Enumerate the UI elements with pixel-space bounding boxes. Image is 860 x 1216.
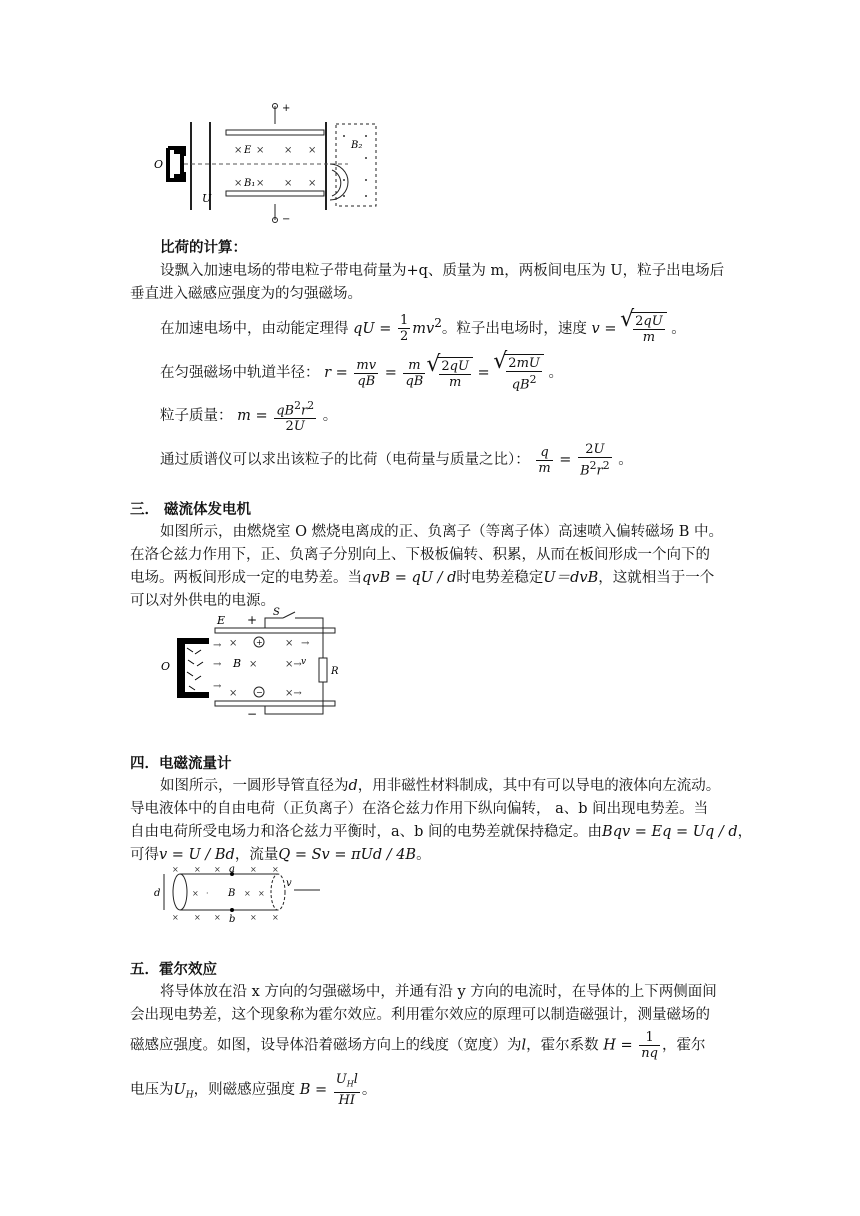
- svg-text:×: ×: [284, 145, 293, 156]
- svg-text:B₂: B₂: [351, 140, 363, 151]
- svg-text:×: ×: [229, 638, 238, 649]
- paragraph: 如图所示，由燃烧室 O 燃烧电离成的正、负离子（等离子体）高速喷入偏转磁场 B 中。: [160, 524, 723, 540]
- paragraph: 自由电荷所受电场力和洛仑兹力平衡时，a、b 间的电势差就保持稳定。由Bqv = Eq = Uq / d，: [130, 824, 753, 840]
- svg-text:·: ·: [206, 889, 209, 898]
- svg-text:×: ×: [214, 865, 221, 874]
- formula-line-energy: 在加速电场中，由动能定理得 qU = $\frac{1}{2}$ $mv^2$。粒子出电场时，速度 v = √ $\frac{2qU}{m}$ 。: [160, 312, 686, 345]
- svg-text:E: E: [217, 614, 226, 627]
- svg-text:×: ×: [250, 865, 257, 874]
- paragraph: 设飘入加速电场的带电粒子带电荷量为+q、质量为 m，两板间电压为 U，粒子出电场后: [160, 263, 725, 279]
- paragraph: 可以对外供电的电源。: [130, 593, 275, 609]
- svg-text:v: v: [301, 657, 307, 667]
- svg-text:×: ×: [249, 659, 258, 670]
- paragraph: 磁感应强度。如图，设导体沿着磁场方向上的线度（宽度）为l，霍尔系数 H = $\frac{1}{nq}$ ，霍尔: [130, 1030, 706, 1061]
- svg-text:×: ×: [308, 178, 317, 189]
- flowmeter-figure: [148, 864, 328, 926]
- paragraph: 会出现电势差，这个现象称为霍尔效应。利用霍尔效应的原理可以制造磁强计，测量磁场的: [130, 1007, 710, 1023]
- mass-spectrometer-figure: [148, 100, 388, 228]
- svg-text:×: ×: [256, 145, 265, 156]
- svg-text:→: →: [213, 640, 222, 651]
- svg-text:×: ×: [244, 889, 251, 898]
- svg-text:−: −: [282, 214, 291, 225]
- svg-text:+: +: [282, 103, 291, 114]
- paragraph: 可得v = U / Bd，流量Q = Sv = πUd / 4B。: [130, 847, 431, 863]
- paragraph: 电压为$U_H$，则磁感应强度 B = $\frac{U_Hl}{HI}$ 。: [130, 1072, 377, 1108]
- svg-text:U: U: [202, 192, 212, 205]
- section-title-bihe: 比荷的计算：: [160, 240, 247, 256]
- svg-text:×: ×: [272, 865, 279, 874]
- svg-text:R: R: [331, 666, 339, 677]
- svg-text:→: →: [301, 638, 310, 649]
- section-title-5: 五．霍尔效应: [130, 962, 217, 978]
- svg-text:B₁: B₁: [244, 178, 256, 189]
- paragraph: 导电液体中的自由电荷（正负离子）在洛仑兹力作用下纵向偏转， a、b 间出现电势差。当: [130, 801, 709, 817]
- svg-text:×: ×: [194, 865, 201, 874]
- svg-text:→: →: [213, 681, 222, 692]
- svg-text:×: ×: [234, 178, 243, 189]
- svg-text:−: −: [256, 688, 263, 697]
- mhd-generator-figure: [155, 604, 345, 722]
- svg-text:×: ×: [284, 178, 293, 189]
- formula-line-ratio: 通过质谱仪可以求出该粒子的比荷（电荷量与质量之比）： $\frac{q}{m}$ = $\frac{2U}{B^2r^2}$ 。: [160, 442, 633, 479]
- svg-text:×: ×: [192, 889, 199, 898]
- svg-text:O: O: [161, 660, 171, 673]
- svg-text:+: +: [256, 638, 263, 647]
- svg-text:O: O: [154, 158, 164, 171]
- svg-text:→: →: [213, 659, 222, 670]
- svg-text:B: B: [228, 888, 236, 899]
- section-title-3: 三． 磁流体发电机: [130, 502, 252, 518]
- svg-text:E: E: [244, 145, 252, 156]
- section-title-4: 四．电磁流量计: [130, 756, 232, 772]
- svg-text:×: ×: [308, 145, 317, 156]
- svg-text:×: ×: [214, 913, 221, 922]
- svg-text:×: ×: [172, 865, 179, 874]
- svg-text:B: B: [233, 657, 242, 670]
- paragraph: 将导体放在沿 x 方向的匀强磁场中，并通有沿 y 方向的电流时，在导体的上下两侧面间: [160, 984, 717, 1000]
- svg-text:×: ×: [194, 913, 201, 922]
- paragraph: 电场。两板间形成一定的电势差。当qvB = qU / d时电势差稳定U＝dvB，这就相当于一个: [130, 570, 715, 586]
- formula-line-radius: 在匀强磁场中轨道半径： r = $\frac{mv}{qB}$ = $\frac{m}{qB}$ √ $\frac{2qU}{m}$ = √ $\frac{2mU}{qB^2}$ 。: [160, 354, 563, 392]
- svg-text:×→: ×→: [285, 688, 302, 699]
- svg-text:×: ×: [285, 638, 294, 649]
- formula-line-mass: 粒子质量： m = $\frac{qB^2r^2}{2U}$ 。: [160, 399, 338, 435]
- paragraph: 垂直进入磁感应强度为的匀强磁场。: [130, 286, 362, 302]
- svg-text:×: ×: [258, 889, 265, 898]
- svg-text:×: ×: [229, 688, 238, 699]
- svg-text:v: v: [286, 878, 292, 889]
- svg-text:×: ×: [256, 178, 265, 189]
- svg-text:S: S: [273, 607, 280, 618]
- svg-text:×: ×: [234, 145, 243, 156]
- svg-text:b: b: [229, 914, 236, 925]
- svg-text:−: −: [247, 707, 258, 721]
- svg-text:×→: ×→: [285, 659, 302, 670]
- svg-text:a: a: [229, 864, 235, 875]
- paragraph: 如图所示，一圆形导管直径为d，用非磁性材料制成，其中有可以导电的液体向左流动。: [160, 778, 721, 794]
- paragraph: 在洛仑兹力作用下，正、负离子分别向上、下极板偏转、积累，从而在板间形成一个向下的: [130, 547, 710, 563]
- svg-text:d: d: [154, 888, 161, 899]
- svg-text:+: +: [247, 613, 258, 627]
- svg-text:×: ×: [172, 913, 179, 922]
- svg-text:×: ×: [272, 913, 279, 922]
- svg-text:×: ×: [250, 913, 257, 922]
